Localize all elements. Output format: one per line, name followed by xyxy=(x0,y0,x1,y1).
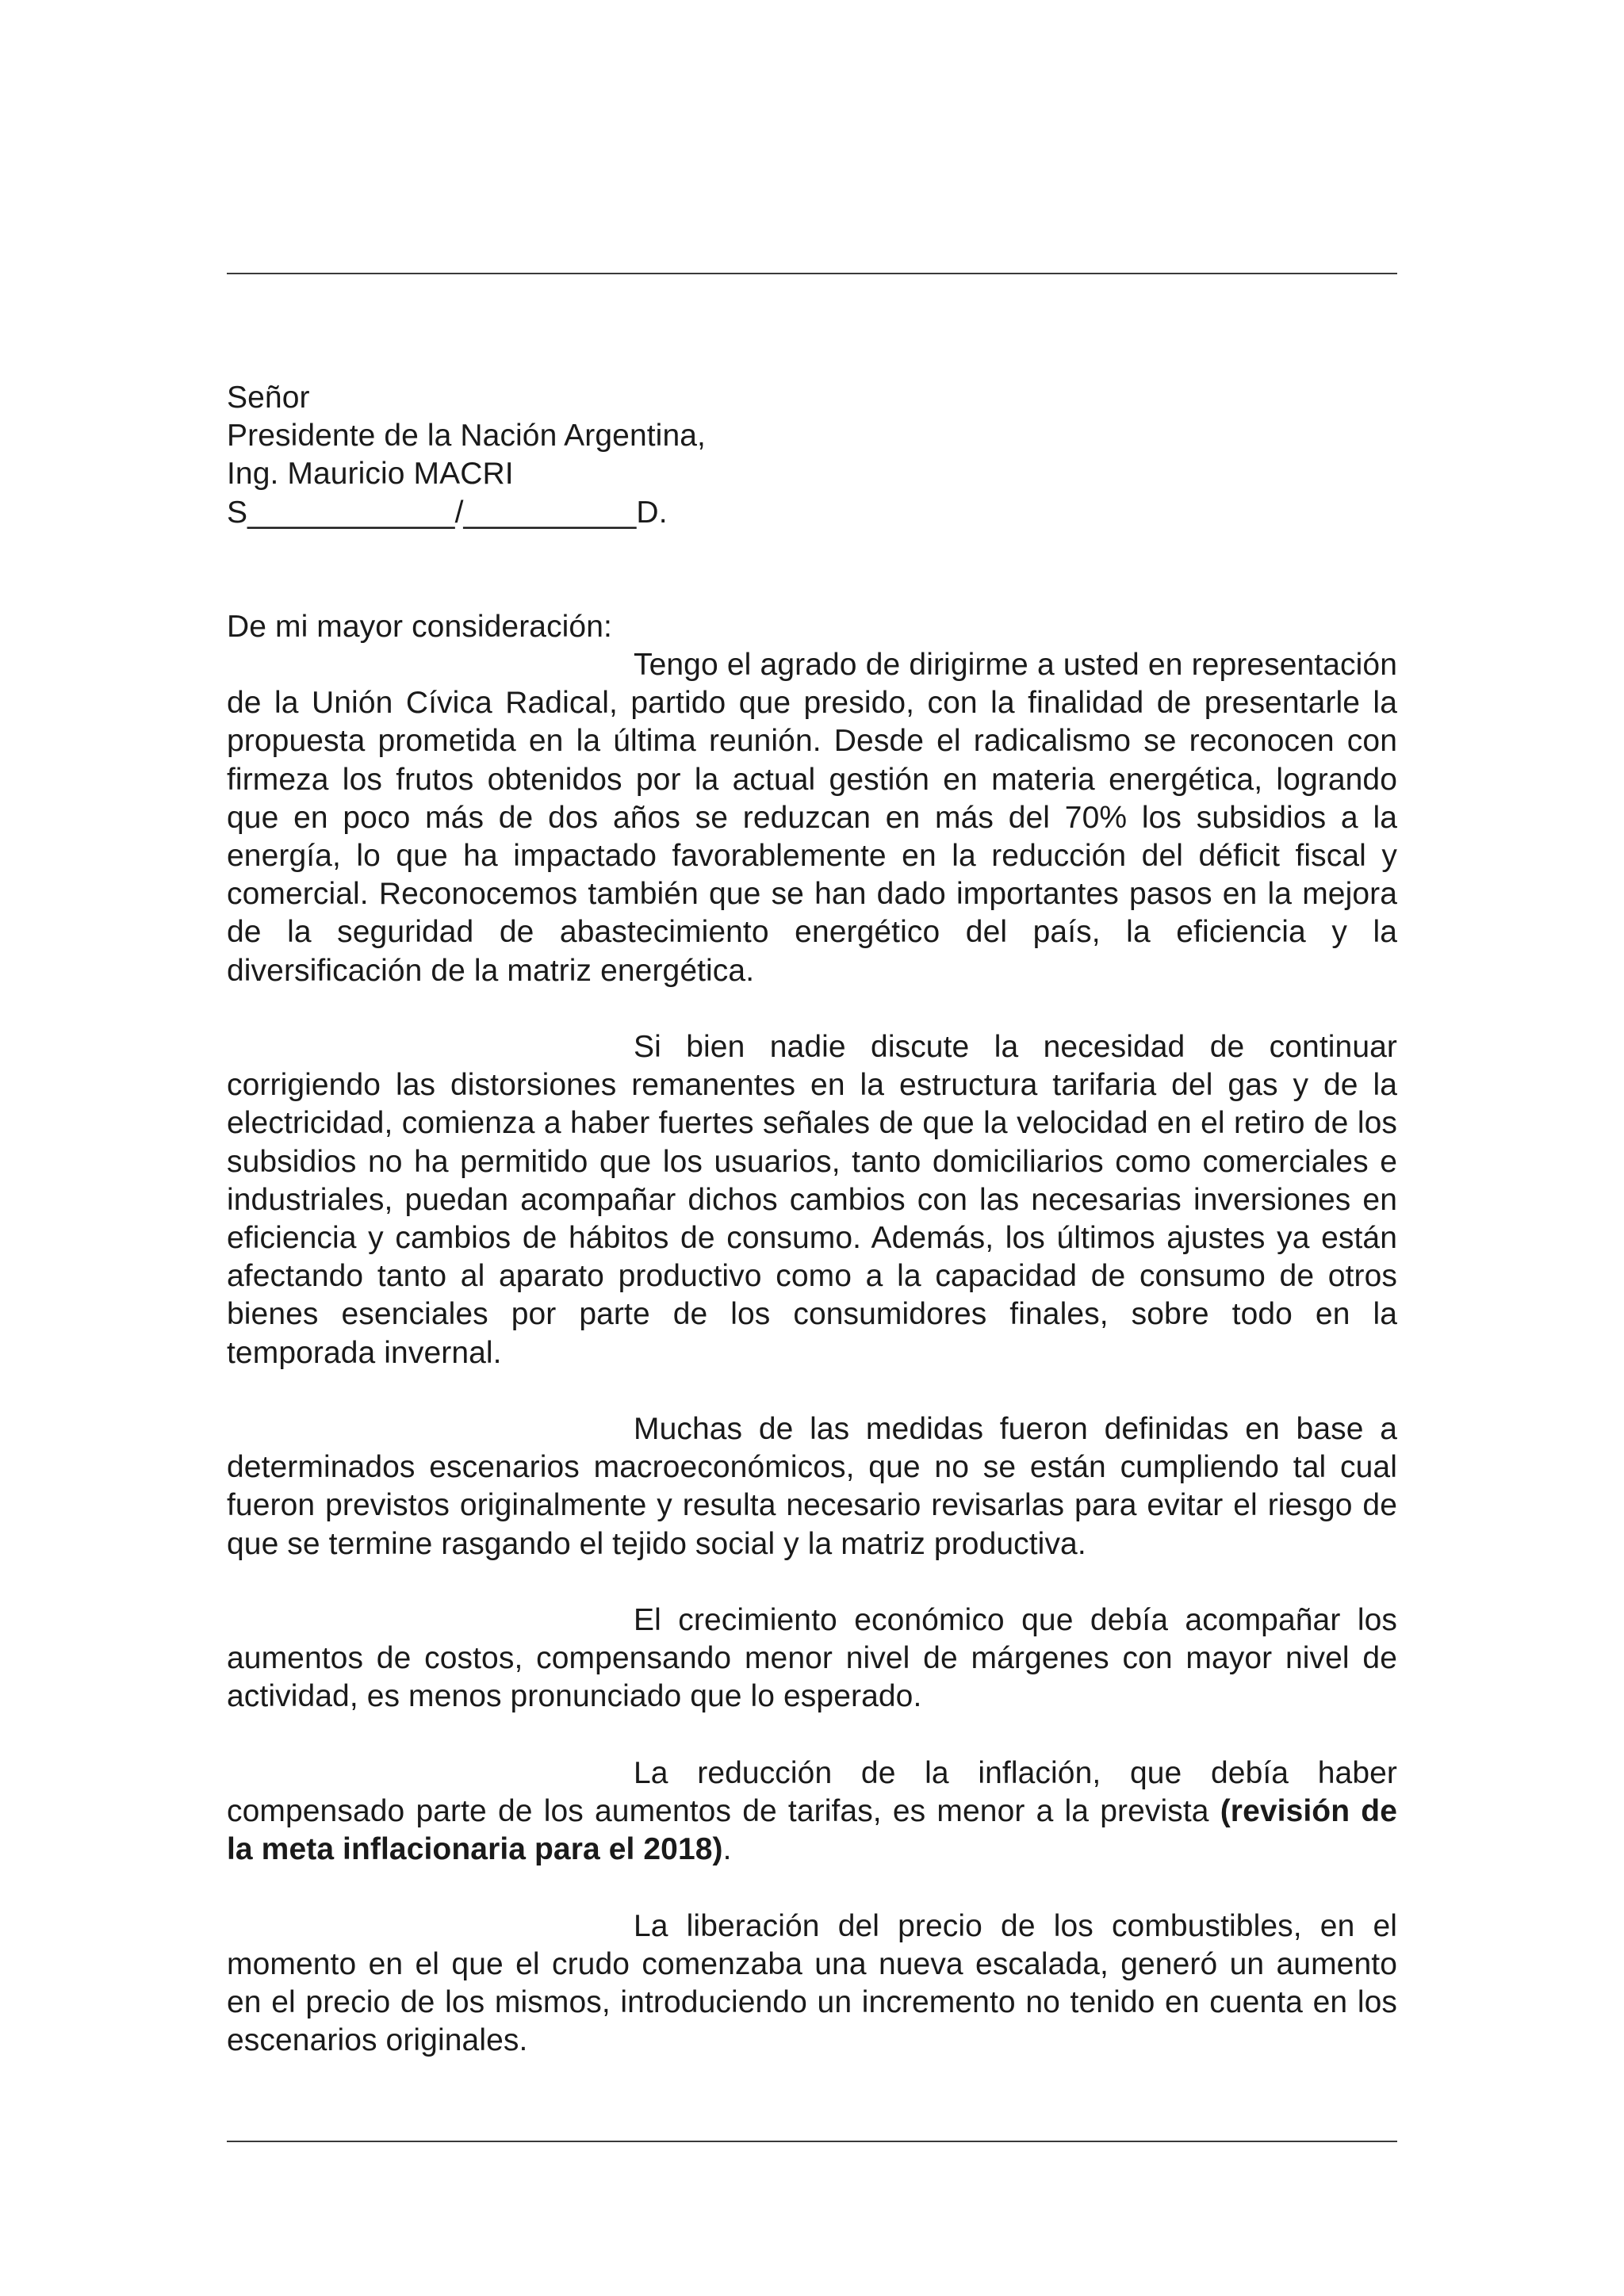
paragraph-4: El crecimiento económico que debía acompañar los aumentos de costos, compensando menor nivel de márgenes con mayor nivel de actividad, es menos pronunciado que lo esperado. xyxy=(227,1603,1397,1714)
addressee-name: Ing. Mauricio MACRI xyxy=(227,457,514,492)
addressee-block xyxy=(227,379,1397,532)
paragraph-2: Si bien nadie discute la necesidad de continuar corrigiendo las distorsiones remanentes en la estructura tarifaria del gas y de la electricidad, comienza a haber fuertes señales de que la velocidad en el retiro de los subsidios no ha permitido que los usuarios, tanto domiciliarios como comerciales e industriales, puedan acompañar dichos cambios con las necesarias inversiones en eficiencia y cambios de hábitos de consumo. Además, los últimos ajustes ya están afectando tanto al aparato productivo como a la capacidad de consumo de otros bienes esenciales por parte de los consumidores finales, sobre todo en la temporada invernal. xyxy=(227,1030,1397,1370)
paragraph-3: Muchas de las medidas fueron definidas en base a determinados escenarios macroeconómicos, que no se están cumpliendo tal cual fueron previstos originalmente y resulta necesario revisarlas para evitar el riesgo de que se termine rasgando el tejido social y la matriz productiva. xyxy=(227,1412,1397,1561)
addressee-sd: S____________/__________D. xyxy=(227,495,668,530)
greeting: De mi mayor consideración: xyxy=(227,609,612,644)
paragraph-5-end: . xyxy=(722,1832,732,1867)
paragraph-1: Tengo el agrado de dirigirme a usted en representación de la Unión Cívica Radical, partido que presido, con la finalidad de presentarle la propuesta prometida en la última reunión. Desde el radicalismo se reconocen con firmeza los frutos obtenidos por la actual gestión en materia energética, logrando que en poco más de dos años se reduzcan en más del 70% los subsidios a la energía, lo que ha impactado favorablemente en la reducción del déficit fiscal y comercial. Reconocemos también que se han dado importantes pasos en la mejora de la seguridad de abastecimiento energético del país, la eficiencia y la diversificación de la matriz energética. xyxy=(227,648,1397,988)
letter-body xyxy=(227,379,1397,2060)
header-rule xyxy=(227,273,1397,274)
paragraph-5 xyxy=(227,1755,1397,1869)
paragraph-5-text: La reducción de la inflación, que debía haber compensado parte de los aumentos de tarifas, es menor a la prevista xyxy=(227,1755,1397,1829)
paragraph-5-bold: (revisión de la meta inflacionaria para el 2018) xyxy=(227,1794,1398,1867)
paragraph-6: La liberación del precio de los combustibles, en el momento en el que el crudo comenzaba una nueva escalada, generó un aumento en el precio de los mismos, introduciendo un incremento no tenido en cuenta en los escenarios originales. xyxy=(227,1908,1397,2058)
addressee-title: Presidente de la Nación Argentina, xyxy=(227,419,706,453)
footer-rule xyxy=(227,2141,1397,2142)
addressee-salutation: Señor xyxy=(227,381,310,415)
